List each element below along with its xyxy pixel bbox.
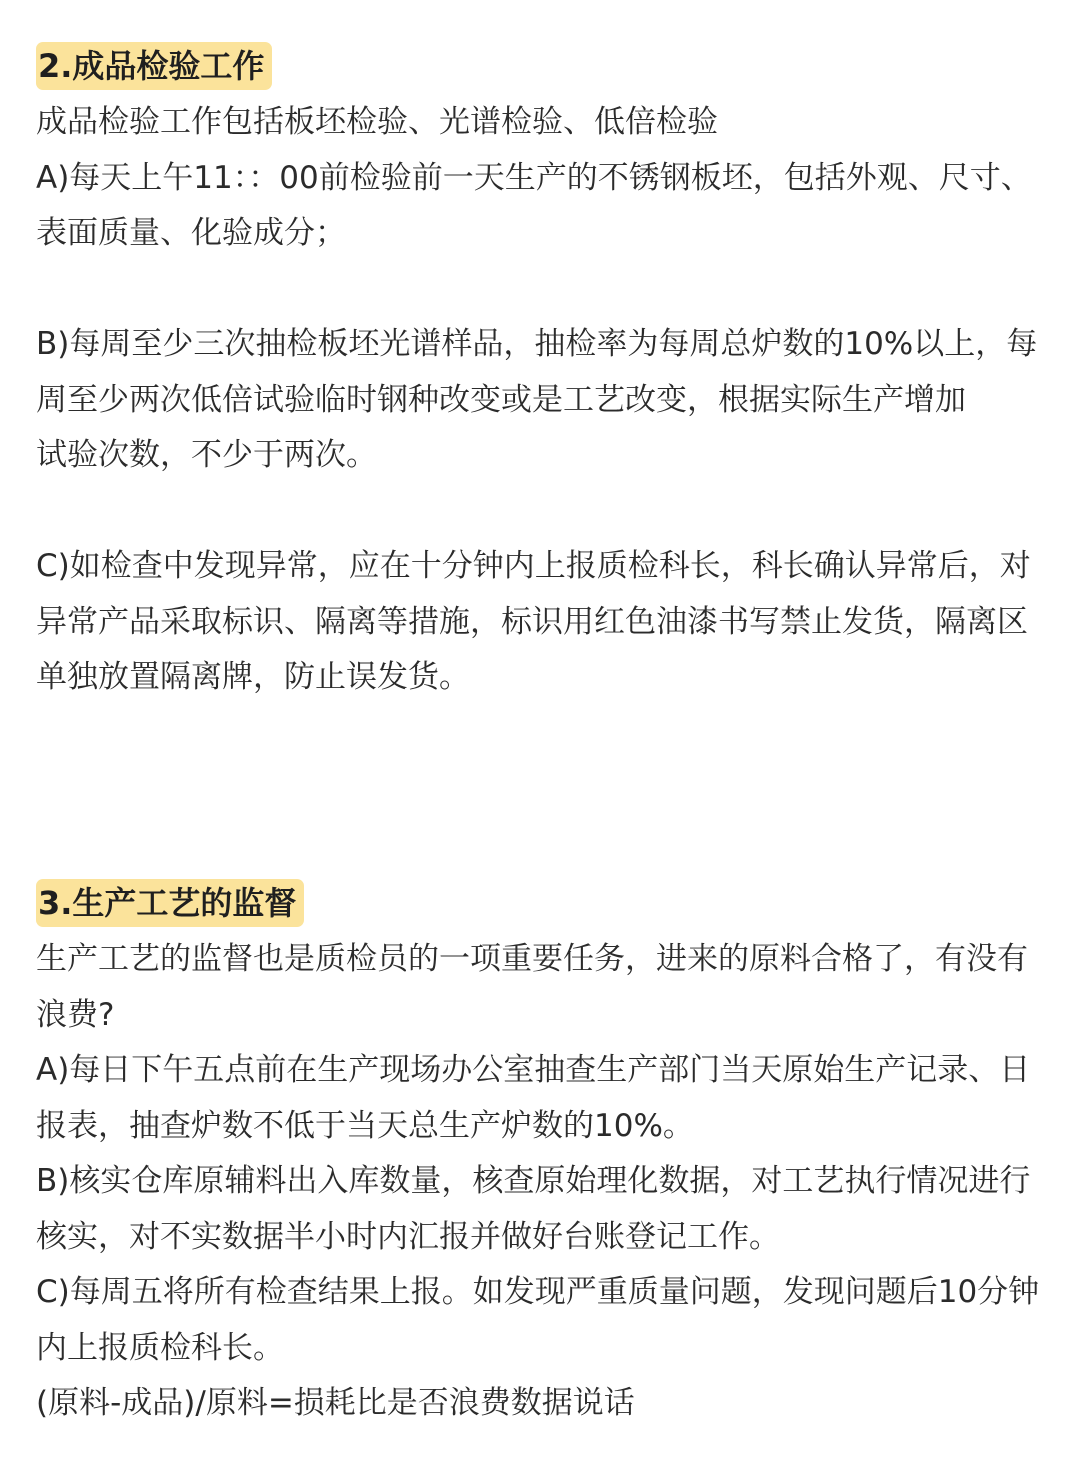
section-intro: 生产工艺的监督也是质检员的一项重要任务，进来的原料合格了，有没有浪费? [36,941,1028,1033]
section-intro: 成品检验工作包括板坯检验、光谱检验、低倍检验 [36,104,718,140]
section-heading: 2.成品检验工作 [36,42,272,90]
loss-ratio-formula: (原料-成品)/原料=损耗比是否浪费数据说话 [36,1385,635,1421]
section-heading: 3.生产工艺的监督 [36,879,304,927]
item-b: B)核实仓库原辅料出入库数量，核查原始理化数据，对工艺执行情况进行核实，对不实数据半小时内汇报并做好台账登记工作。 [36,1163,1031,1255]
item-a: A)每日下午五点前在生产现场办公室抽查生产部门当天原始生产记录、日报表，抽查炉数不低于当天总生产炉数的10%。 [36,1052,1031,1144]
section-finished-product-inspection [36,42,1046,706]
item-a: A)每天上午11：：00前检验前一天生产的不锈钢板坯，包括外观、尺寸、表面质量、化验成分； [36,159,1032,251]
item-c: C)如检查中发现异常，应在十分钟内上报质检科长，科长确认异常后，对异常产品采取标识、隔离等措施，标识用红色油漆书写禁止发货，隔离区单独放置隔离牌，防止误发货。 [36,548,1031,695]
item-b: B)每周至少三次抽检板坯光谱样品，抽检率为每周总炉数的10%以上，每周至少两次低倍试验临时钢种改变或是工艺改变，根据实际生产增加 [36,326,1038,418]
item-c: C)每周五将所有检查结果上报。如发现严重质量问题，发现问题后10分钟内上报质检科长。 [36,1274,1040,1366]
paragraph-spacer [36,262,1046,318]
paragraph-spacer [36,484,1046,540]
section-process-supervision [36,879,1046,1432]
item-b-continuation: 试验次数，不少于两次。 [36,437,377,473]
